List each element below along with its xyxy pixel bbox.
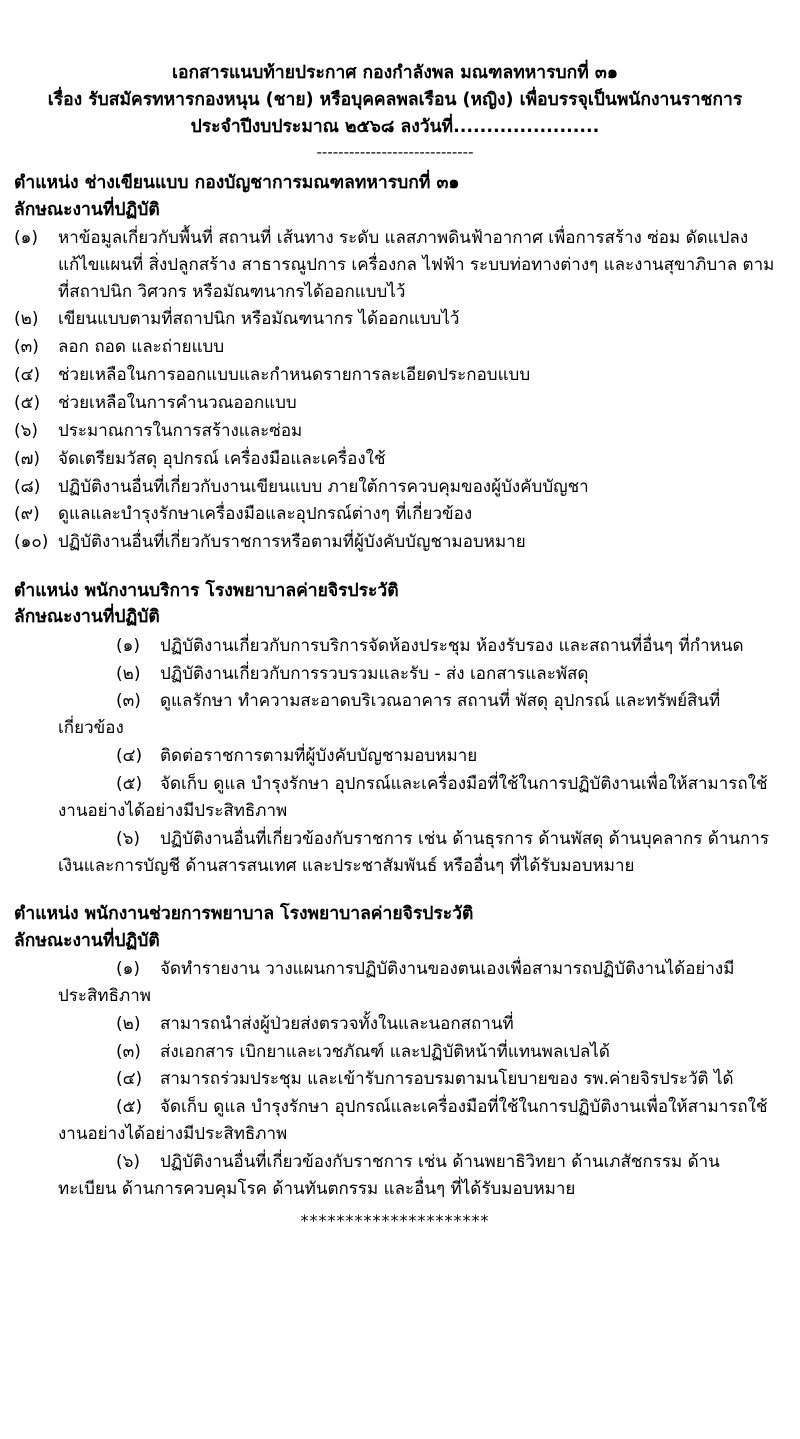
list-marker: (๖) — [116, 1151, 141, 1172]
list-text: จัดทำรายงาน วางแผนการปฏิบัติงานของตนเองเพื่อสามารถปฏิบัติงานได้อย่างมีประสิทธิภาพ — [58, 958, 735, 1006]
list-text: หาข้อมูลเกี่ยวกับพื้นที่ สถานที่ เส้นทาง ระดับ แลสภาพดินฟ้าอากาศ เพื่อการสร้าง ซ่อม ดัดแปลง แก้ไขแผนที่ สิ่งปลูกสร้าง สาธารณูปการ เครื่องกล ไฟฟ้า ระบบท่อทางต่างๆ และงานสุขาภิบาล ตามที่สถาปนิก วิศวกร หรือมัณฑนากรได้ออกแบบไว้ — [58, 227, 775, 302]
list-item — [14, 826, 776, 880]
list-marker: (๖) — [116, 828, 141, 849]
header-line-1: เอกสารแนบท้ายประกาศ กองกำลังพล มณฑลทหารบกที่ ๓๑ — [172, 63, 618, 83]
list-marker: (๑) — [116, 958, 141, 979]
list-marker: (๑) — [116, 635, 141, 656]
list-item — [14, 306, 776, 333]
list-text: ลอก ถอด และถ่ายแบบ — [58, 337, 225, 358]
list-marker: (๖) — [14, 420, 39, 441]
section-title: ตำแหน่ง พนักงานบริการ โรงพยาบาลค่ายจิรประวัติ — [14, 581, 399, 602]
list-item — [14, 633, 776, 660]
list-text: ช่วยเหลือในการออกแบบและกำหนดรายการละเอียดประกอบแบบ — [58, 365, 531, 386]
list-marker: (๕) — [116, 773, 143, 794]
list-text: ส่งเอกสาร เบิกยาและเวชภัณฑ์ และปฏิบัติหน้าที่แทนพลเปลได้ — [160, 1041, 610, 1062]
list-text: ปฏิบัติงานเกี่ยวกับการบริการจัดห้องประชุม ห้องรับรอง และสถานที่อื่นๆ ที่กำหนด — [160, 635, 744, 656]
document-header — [14, 60, 776, 141]
list-text: จัดเก็บ ดูแล บำรุงรักษา อุปกรณ์และเครื่องมือที่ใช้ในการปฏิบัติงานเพื่อให้สามารถใช้งานอย่างได้อย่างมีประสิทธิภาพ — [58, 773, 768, 821]
footer-separator: ********************* — [300, 1210, 490, 1230]
list-item — [14, 1066, 776, 1093]
duty-list — [14, 225, 776, 556]
list-text: ติดต่อราชการตามที่ผู้บังคับบัญชามอบหมาย — [160, 746, 478, 767]
section-title: ตำแหน่ง พนักงานช่วยการพยาบาล โรงพยาบาลค่ายจิรประวัติ — [14, 904, 474, 925]
list-text: ปฏิบัติงานเกี่ยวกับการรวบรวมและรับ - ส่ง เอกสารและพัสดุ — [160, 663, 589, 684]
list-text: ดูแลและบำรุงรักษาเครื่องมือและอุปกรณ์ต่างๆ ที่เกี่ยวข้อง — [58, 504, 473, 525]
list-marker: (๑) — [14, 227, 39, 248]
list-item — [14, 1011, 776, 1038]
section-subtitle: ลักษณะงานที่ปฏิบัติ — [14, 607, 160, 628]
list-marker: (๒) — [14, 309, 39, 330]
list-item — [14, 362, 776, 389]
list-item — [14, 474, 776, 501]
list-item — [14, 529, 776, 556]
list-text: ปฏิบัติงานอื่นที่เกี่ยวกับงานเขียนแบบ ภายใต้การควบคุมของผู้บังคับบัญชา — [58, 476, 589, 497]
list-item — [14, 225, 776, 306]
list-marker: (๗) — [14, 448, 41, 469]
list-marker: (๔) — [116, 1069, 143, 1090]
list-marker: (๓) — [14, 337, 39, 358]
list-marker: (๑๐) — [14, 532, 49, 553]
list-marker: (๘) — [14, 476, 41, 497]
list-item — [14, 1039, 776, 1066]
section-subtitle: ลักษณะงานที่ปฏิบัติ — [14, 199, 160, 220]
list-item — [14, 688, 776, 742]
list-item — [14, 661, 776, 688]
header-divider: ----------------------------- — [316, 143, 474, 162]
list-text: ปฏิบัติงานอื่นที่เกี่ยวข้องกับราชการ เช่น ด้านพยาธิวิทยา ด้านเภสัชกรรม ด้านทะเบียน ด้านการควบคุมโรค ด้านทันตกรรม และอื่นๆ ที่ได้รับมอบหมาย — [58, 1151, 720, 1199]
list-text: ประมาณการในการสร้างและซ่อม — [58, 420, 303, 441]
list-text: ช่วยเหลือในการคำนวณออกแบบ — [58, 393, 297, 414]
section-title: ตำแหน่ง ช่างเขียนแบบ กองบัญชาการมณฑลทหารบกที่ ๓๑ — [14, 173, 460, 194]
header-line-3: ประจำปีงบประมาณ ๒๕๖๘ ลงวันที่...................... — [190, 117, 600, 138]
list-marker: (๔) — [116, 746, 143, 767]
list-marker: (๓) — [116, 691, 141, 712]
duty-list — [14, 956, 776, 1203]
list-item — [14, 1149, 776, 1203]
section-nursing-assistant — [14, 901, 776, 1202]
list-text: เขียนแบบตามที่สถาปนิก หรือมัณฑนากร ได้ออกแบบไว้ — [58, 309, 460, 330]
list-marker: (๕) — [14, 393, 41, 414]
list-text: จัดเก็บ ดูแล บำรุงรักษา อุปกรณ์และเครื่องมือที่ใช้ในการปฏิบัติงานเพื่อให้สามารถใช้งานอย่างได้อย่างมีประสิทธิภาพ — [58, 1097, 768, 1145]
list-item — [14, 956, 776, 1010]
section-service-worker — [14, 578, 776, 879]
list-item — [14, 418, 776, 445]
list-item — [14, 390, 776, 417]
section-draftsman — [14, 170, 776, 556]
header-line-2: เรื่อง รับสมัครทหารกองหนุน (ชาย) หรือบุคคลพลเรือน (หญิง) เพื่อบรรจุเป็นพนักงานราชการ — [47, 90, 743, 111]
list-marker: (๒) — [116, 663, 141, 684]
list-marker: (๔) — [14, 365, 41, 386]
list-item — [14, 1094, 776, 1148]
list-item — [14, 446, 776, 473]
list-item — [14, 743, 776, 770]
list-text: ดูแลรักษา ทำความสะอาดบริเวณอาคาร สถานที่ พัสดุ อุปกรณ์ และทรัพย์สินที่เกี่ยวข้อง — [58, 691, 721, 739]
list-item — [14, 501, 776, 528]
duty-list — [14, 633, 776, 880]
list-text: ปฏิบัติงานอื่นที่เกี่ยวกับราชการหรือตามที่ผู้บังคับบัญชามอบหมาย — [58, 532, 526, 553]
list-text: จัดเตรียมวัสดุ อุปกรณ์ เครื่องมือและเครื่องใช้ — [58, 448, 386, 469]
section-subtitle: ลักษณะงานที่ปฏิบัติ — [14, 930, 160, 951]
list-marker: (๙) — [14, 504, 40, 525]
list-marker: (๒) — [116, 1013, 141, 1034]
list-item — [14, 334, 776, 361]
list-marker: (๓) — [116, 1041, 141, 1062]
list-text: ปฏิบัติงานอื่นที่เกี่ยวข้องกับราชการ เช่น ด้านธุรการ ด้านพัสดุ ด้านบุคลากร ด้านการเงินและการบัญชี ด้านสารสนเทศ และประชาสัมพันธ์ หรืออื่นๆ ที่ได้รับมอบหมาย — [58, 828, 769, 876]
list-item — [14, 771, 776, 825]
list-text: สามารถนำส่งผู้ป่วยส่งตรวจทั้งในและนอกสถานที่ — [160, 1013, 514, 1034]
list-text: สามารถร่วมประชุม และเข้ารับการอบรมตามนโยบายของ รพ.ค่ายจิรประวัติ ได้ — [160, 1069, 734, 1090]
list-marker: (๕) — [116, 1097, 143, 1118]
